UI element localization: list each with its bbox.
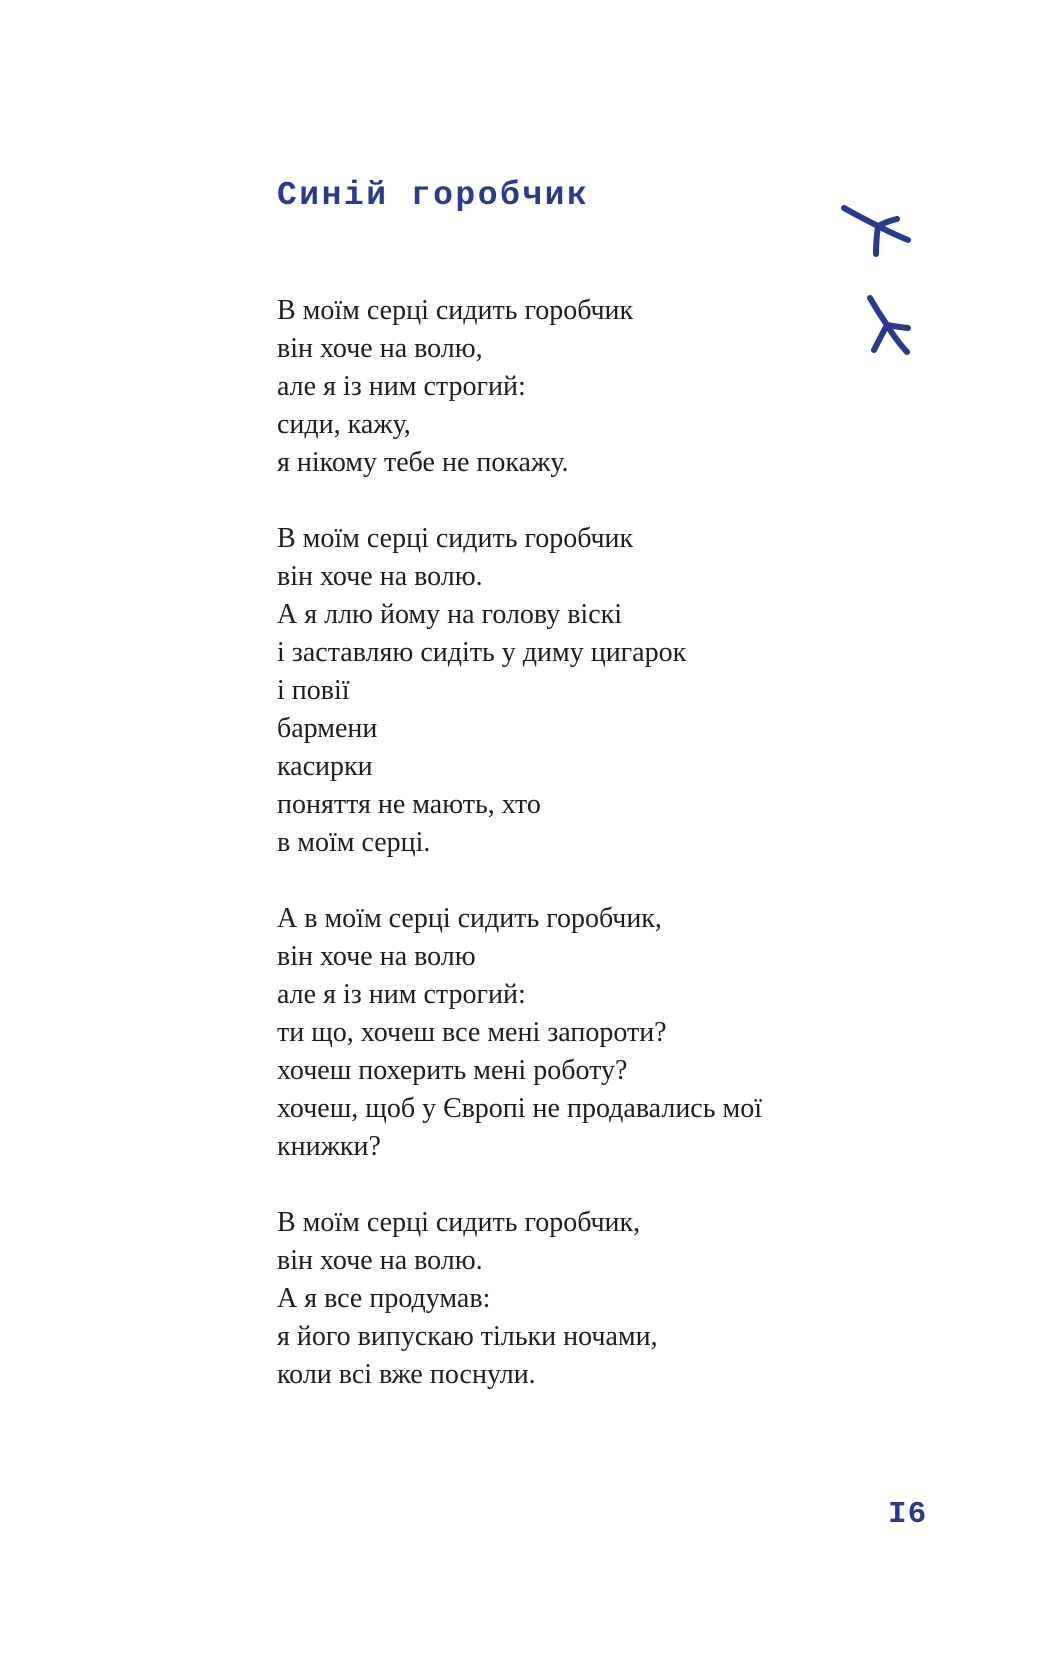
- page-number: I6: [888, 1497, 928, 1532]
- poem-line: він хоче на волю.: [277, 561, 483, 592]
- poem-line: коли всі вже поснули.: [277, 1359, 536, 1390]
- poem-line: і заставляю сидіть у диму цигарок: [277, 637, 687, 668]
- poem-line: В моїм серці сидить горобчик,: [277, 1207, 641, 1238]
- poem-line: А я ллю йому на голову віскі: [277, 599, 623, 630]
- poem-line: хочеш, щоб у Європі не продавались мої: [277, 1093, 762, 1124]
- poem-line: книжки?: [277, 1131, 381, 1162]
- stanza-4: [277, 1204, 762, 1394]
- poem-line: ти що, хочеш все мені запороти?: [277, 1017, 667, 1048]
- poem-title: Синій горобчик: [277, 177, 590, 214]
- poem-line: А в моїм серці сидить горобчик,: [277, 903, 662, 934]
- poem-line: А я все продумав:: [277, 1283, 491, 1314]
- poem-line: він хоче на волю,: [277, 333, 483, 364]
- stanza-2: [277, 520, 762, 862]
- bird-footprint-bottom-icon: [870, 298, 908, 352]
- poem-line: але я із ним строгий:: [277, 979, 526, 1010]
- poem-line: я нікому тебе не покажу.: [277, 447, 569, 478]
- poem-line: і повії: [277, 675, 350, 706]
- poem-body: [277, 292, 762, 1432]
- poem-line: В моїм серці сидить горобчик: [277, 295, 634, 326]
- poem-line: касирки: [277, 751, 373, 782]
- poem-line: я його випускаю тільки ночами,: [277, 1321, 658, 1352]
- poem-line: В моїм серці сидить горобчик: [277, 523, 634, 554]
- bird-footprints-icon: [820, 190, 940, 370]
- stanza-3: [277, 900, 762, 1166]
- poem-line: сиди, кажу,: [277, 409, 411, 440]
- poem-line: поняття не мають, хто: [277, 789, 541, 820]
- poem-line: він хоче на волю.: [277, 1245, 483, 1276]
- poem-line: бармени: [277, 713, 378, 744]
- poem-line: в моїм серці.: [277, 827, 431, 858]
- poem-line: але я із ним строгий:: [277, 371, 526, 402]
- bird-footprint-top-icon: [844, 208, 908, 254]
- poem-line: хочеш похерить мені роботу?: [277, 1055, 628, 1086]
- poem-line: він хоче на волю: [277, 941, 476, 972]
- stanza-1: [277, 292, 762, 482]
